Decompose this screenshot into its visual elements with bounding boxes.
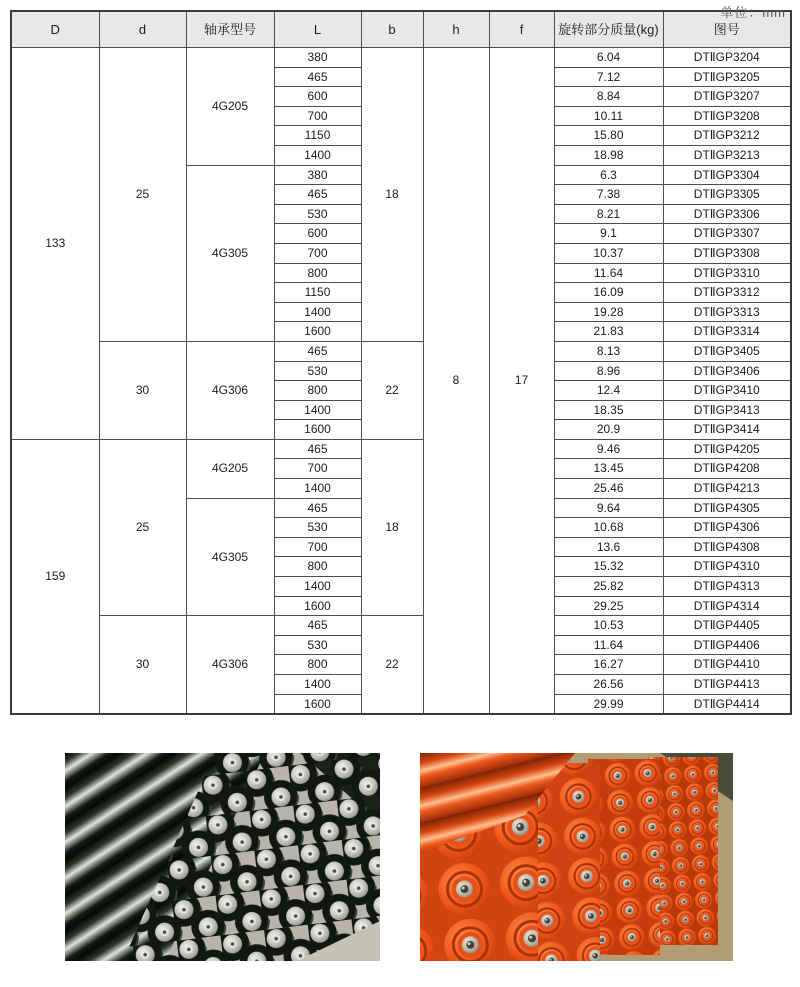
cell-rotating-mass: 20.9 bbox=[554, 420, 663, 440]
cell-L: 1600 bbox=[274, 322, 361, 342]
cell-L: 600 bbox=[274, 224, 361, 244]
col-header-bearing-model: 轴承型号 bbox=[186, 11, 274, 48]
roller-spec-table bbox=[10, 10, 792, 715]
cell-figure-no: DTⅡGP4406 bbox=[663, 635, 791, 655]
product-photos bbox=[65, 753, 800, 961]
cell-figure-no: DTⅡGP3312 bbox=[663, 283, 791, 303]
col-header-D: D bbox=[11, 11, 99, 48]
cell-rotating-mass: 6.3 bbox=[554, 165, 663, 185]
unit-note: 单位：mm bbox=[720, 5, 786, 20]
col-header-h: h bbox=[423, 11, 489, 48]
cell-L: 1400 bbox=[274, 145, 361, 165]
cell-L: 1150 bbox=[274, 283, 361, 303]
cell-rotating-mass: 15.32 bbox=[554, 557, 663, 577]
cell-L: 465 bbox=[274, 341, 361, 361]
photo-orange-rollers bbox=[420, 753, 733, 961]
cell-figure-no: DTⅡGP4310 bbox=[663, 557, 791, 577]
cell-rotating-mass: 9.64 bbox=[554, 498, 663, 518]
cell-figure-no: DTⅡGP3213 bbox=[663, 145, 791, 165]
cell-L: 800 bbox=[274, 557, 361, 577]
cell-b: 18 bbox=[361, 439, 423, 615]
cell-rotating-mass: 8.96 bbox=[554, 361, 663, 381]
cell-L: 530 bbox=[274, 204, 361, 224]
cell-rotating-mass: 15.80 bbox=[554, 126, 663, 146]
cell-L: 800 bbox=[274, 263, 361, 283]
cell-figure-no: DTⅡGP3414 bbox=[663, 420, 791, 440]
cell-figure-no: DTⅡGP4410 bbox=[663, 655, 791, 675]
cell-figure-no: DTⅡGP4405 bbox=[663, 616, 791, 636]
cell-bearing-model: 4G306 bbox=[186, 341, 274, 439]
cell-L: 1400 bbox=[274, 400, 361, 420]
cell-rotating-mass: 11.64 bbox=[554, 635, 663, 655]
cell-bearing-model: 4G305 bbox=[186, 498, 274, 616]
col-header-figure-no: 图号 bbox=[663, 11, 791, 48]
col-header-L: L bbox=[274, 11, 361, 48]
cell-L: 700 bbox=[274, 243, 361, 263]
cell-b: 22 bbox=[361, 616, 423, 714]
cell-figure-no: DTⅡGP4306 bbox=[663, 518, 791, 538]
cell-figure-no: DTⅡGP3306 bbox=[663, 204, 791, 224]
cell-L: 465 bbox=[274, 67, 361, 87]
cell-rotating-mass: 10.11 bbox=[554, 106, 663, 126]
cell-L: 1600 bbox=[274, 420, 361, 440]
photo-black-rollers bbox=[65, 753, 380, 961]
cell-L: 465 bbox=[274, 439, 361, 459]
cell-L: 1400 bbox=[274, 577, 361, 597]
cell-figure-no: DTⅡGP3314 bbox=[663, 322, 791, 342]
cell-rotating-mass: 26.56 bbox=[554, 675, 663, 695]
cell-figure-no: DTⅡGP3304 bbox=[663, 165, 791, 185]
cell-rotating-mass: 13.6 bbox=[554, 537, 663, 557]
cell-bearing-model: 4G306 bbox=[186, 616, 274, 714]
col-header-b: b bbox=[361, 11, 423, 48]
cell-L: 465 bbox=[274, 498, 361, 518]
cell-d: 25 bbox=[99, 439, 186, 615]
cell-rotating-mass: 16.27 bbox=[554, 655, 663, 675]
cell-L: 1600 bbox=[274, 694, 361, 714]
cell-L: 1400 bbox=[274, 479, 361, 499]
cell-rotating-mass: 21.83 bbox=[554, 322, 663, 342]
cell-figure-no: DTⅡGP3207 bbox=[663, 87, 791, 107]
cell-figure-no: DTⅡGP4314 bbox=[663, 596, 791, 616]
cell-rotating-mass: 11.64 bbox=[554, 263, 663, 283]
cell-rotating-mass: 18.98 bbox=[554, 145, 663, 165]
cell-L: 600 bbox=[274, 87, 361, 107]
cell-b: 22 bbox=[361, 341, 423, 439]
cell-L: 800 bbox=[274, 655, 361, 675]
cell-rotating-mass: 29.25 bbox=[554, 596, 663, 616]
cell-figure-no: DTⅡGP3308 bbox=[663, 243, 791, 263]
cell-L: 380 bbox=[274, 165, 361, 185]
cell-rotating-mass: 10.37 bbox=[554, 243, 663, 263]
cell-figure-no: DTⅡGP3307 bbox=[663, 224, 791, 244]
cell-rotating-mass: 9.1 bbox=[554, 224, 663, 244]
cell-figure-no: DTⅡGP3406 bbox=[663, 361, 791, 381]
cell-d: 25 bbox=[99, 48, 186, 342]
cell-figure-no: DTⅡGP3212 bbox=[663, 126, 791, 146]
cell-rotating-mass: 13.45 bbox=[554, 459, 663, 479]
table-row bbox=[11, 48, 791, 68]
cell-L: 530 bbox=[274, 635, 361, 655]
cell-rotating-mass: 6.04 bbox=[554, 48, 663, 68]
cell-rotating-mass: 25.46 bbox=[554, 479, 663, 499]
cell-h: 8 bbox=[423, 48, 489, 715]
table-row bbox=[11, 616, 791, 636]
cell-figure-no: DTⅡGP4208 bbox=[663, 459, 791, 479]
cell-rotating-mass: 12.4 bbox=[554, 381, 663, 401]
cell-L: 700 bbox=[274, 537, 361, 557]
table-row bbox=[11, 439, 791, 459]
cell-rotating-mass: 19.28 bbox=[554, 302, 663, 322]
cell-figure-no: DTⅡGP3208 bbox=[663, 106, 791, 126]
cell-figure-no: DTⅡGP3410 bbox=[663, 381, 791, 401]
table-row bbox=[11, 341, 791, 361]
cell-figure-no: DTⅡGP4414 bbox=[663, 694, 791, 714]
cell-D: 159 bbox=[11, 439, 99, 714]
cell-L: 1600 bbox=[274, 596, 361, 616]
cell-figure-no: DTⅡGP4413 bbox=[663, 675, 791, 695]
cell-L: 1150 bbox=[274, 126, 361, 146]
cell-rotating-mass: 8.13 bbox=[554, 341, 663, 361]
cell-rotating-mass: 8.21 bbox=[554, 204, 663, 224]
cell-rotating-mass: 10.68 bbox=[554, 518, 663, 538]
cell-L: 700 bbox=[274, 106, 361, 126]
cell-rotating-mass: 9.46 bbox=[554, 439, 663, 459]
cell-figure-no: DTⅡGP4205 bbox=[663, 439, 791, 459]
cell-rotating-mass: 25.82 bbox=[554, 577, 663, 597]
cell-figure-no: DTⅡGP3204 bbox=[663, 48, 791, 68]
cell-figure-no: DTⅡGP3305 bbox=[663, 185, 791, 205]
cell-d: 30 bbox=[99, 341, 186, 439]
col-header-f: f bbox=[489, 11, 554, 48]
cell-f: 17 bbox=[489, 48, 554, 715]
cell-L: 1400 bbox=[274, 302, 361, 322]
cell-L: 465 bbox=[274, 185, 361, 205]
cell-rotating-mass: 18.35 bbox=[554, 400, 663, 420]
cell-d: 30 bbox=[99, 616, 186, 714]
cell-L: 530 bbox=[274, 361, 361, 381]
cell-figure-no: DTⅡGP4305 bbox=[663, 498, 791, 518]
col-header-d: d bbox=[99, 11, 186, 48]
cell-figure-no: DTⅡGP3205 bbox=[663, 67, 791, 87]
cell-figure-no: DTⅡGP4213 bbox=[663, 479, 791, 499]
header-row bbox=[11, 11, 791, 48]
cell-rotating-mass: 8.84 bbox=[554, 87, 663, 107]
cell-figure-no: DTⅡGP4308 bbox=[663, 537, 791, 557]
cell-rotating-mass: 7.38 bbox=[554, 185, 663, 205]
cell-bearing-model: 4G205 bbox=[186, 439, 274, 498]
cell-figure-no: DTⅡGP3413 bbox=[663, 400, 791, 420]
cell-figure-no: DTⅡGP3310 bbox=[663, 263, 791, 283]
cell-rotating-mass: 10.53 bbox=[554, 616, 663, 636]
cell-L: 700 bbox=[274, 459, 361, 479]
cell-L: 800 bbox=[274, 381, 361, 401]
cell-figure-no: DTⅡGP3405 bbox=[663, 341, 791, 361]
cell-figure-no: DTⅡGP3313 bbox=[663, 302, 791, 322]
cell-bearing-model: 4G205 bbox=[186, 48, 274, 166]
cell-bearing-model: 4G305 bbox=[186, 165, 274, 341]
cell-rotating-mass: 16.09 bbox=[554, 283, 663, 303]
cell-rotating-mass: 7.12 bbox=[554, 67, 663, 87]
col-header-rotating-mass: 旋转部分质量(kg) bbox=[554, 11, 663, 48]
cell-rotating-mass: 29.99 bbox=[554, 694, 663, 714]
cell-b: 18 bbox=[361, 48, 423, 342]
cell-L: 530 bbox=[274, 518, 361, 538]
cell-L: 465 bbox=[274, 616, 361, 636]
cell-figure-no: DTⅡGP4313 bbox=[663, 577, 791, 597]
cell-L: 1400 bbox=[274, 675, 361, 695]
cell-D: 133 bbox=[11, 48, 99, 440]
cell-L: 380 bbox=[274, 48, 361, 68]
